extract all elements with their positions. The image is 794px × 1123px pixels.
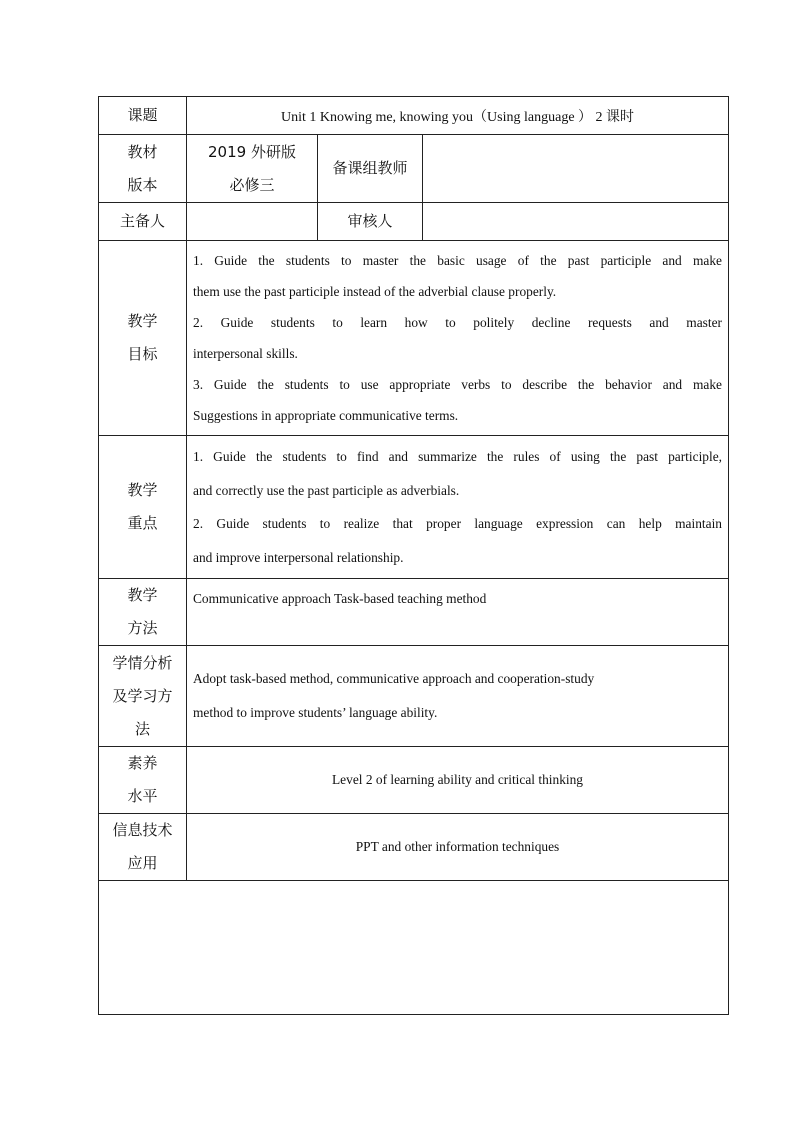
tech-label [99,814,187,881]
methods-label-line-2: 方法 [127,619,158,637]
goals-content [187,241,729,436]
methods-row [99,579,729,646]
edition-value-line-2: 必修三 [229,175,275,194]
analysis-content [187,646,729,747]
analysis-label-line-3: 法 [134,719,150,738]
edition-row [99,135,729,203]
tech-label-line-2: 应用 [127,854,158,872]
topic-row [99,97,729,135]
goals-line: them use the past participle instead of the adverbial clause properly. [193,284,557,299]
focus-label [99,436,187,579]
topic-label: 课题 [99,97,187,135]
edition-label-line-1: 教材 [127,142,158,161]
focus-content [187,436,729,579]
literacy-label [99,747,187,814]
literacy-row [99,747,729,814]
goals-label-line-1: 教学 [127,312,158,330]
notes-area [99,881,729,1015]
methods-label-line-1: 教学 [127,586,158,604]
analysis-line-2: method to improve students’ language ability. [193,705,438,720]
tech-label-line-1: 信息技术 [112,821,173,839]
edition-value-line-1: 2019 外研版 [208,142,296,161]
analysis-label-line-2: 及学习方 [112,686,173,705]
edition-label-line-2: 版本 [127,175,158,194]
reviewer-value [423,203,729,241]
goals-line: 1. Guide the students to master the basic usage of the past participle and make [193,253,722,268]
focus-line: 2. Guide students to realize that proper language expression can help maintain [193,516,722,531]
tech-row [99,814,729,881]
goals-line: Suggestions in appropriate communicative terms. [193,408,459,423]
edition-value [187,135,318,203]
analysis-label-line-1: 学情分析 [112,653,173,672]
focus-line: and improve interpersonal relationship. [193,549,404,565]
focus-row [99,436,729,579]
literacy-value: Level 2 of learning ability and critical thinking [187,747,729,814]
lesson-plan-page [98,96,728,1015]
preparer-row [99,203,729,241]
group-teacher-label: 备课组教师 [318,135,423,203]
preparer-label: 主备人 [99,203,187,241]
notes-row [99,881,729,1015]
goals-label-line-2: 目标 [127,345,158,363]
focus-line: and correctly use the past participle as adverbials. [193,482,460,498]
goals-row [99,241,729,436]
analysis-line-1: Adopt task-based method, communicative approach and cooperation-study [193,671,595,686]
focus-line: 1. Guide the students to find and summarize the rules of using the past participle, [193,449,722,464]
topic-value: Unit 1 Knowing me, knowing you（Using language ） 2 课时 [187,97,729,135]
focus-label-line-2: 重点 [127,514,158,532]
goals-line: interpersonal skills. [193,346,298,361]
group-teacher-value [423,135,729,203]
analysis-label [99,646,187,747]
tech-value: PPT and other information techniques [187,814,729,881]
analysis-row [99,646,729,747]
lesson-plan-table [98,96,729,1015]
goals-line: 2. Guide students to learn how to politely decline requests and master [193,315,722,330]
literacy-label-line-2: 水平 [127,787,158,805]
edition-label [99,135,187,203]
literacy-label-line-1: 素养 [127,754,158,772]
reviewer-label: 审核人 [318,203,423,241]
focus-label-line-1: 教学 [127,481,158,499]
goals-line: 3. Guide the students to use appropriate verbs to describe the behavior and make [193,377,722,392]
goals-label [99,241,187,436]
methods-label [99,579,187,646]
methods-value: Communicative approach Task-based teaching method [187,579,729,646]
preparer-value [187,203,318,241]
